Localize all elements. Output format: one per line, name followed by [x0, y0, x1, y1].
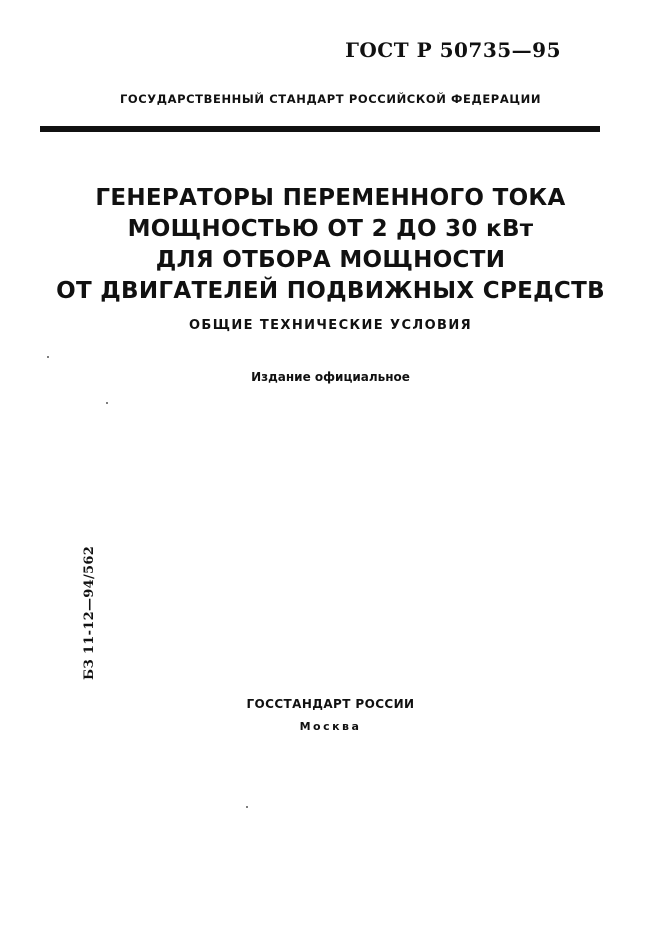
- title-line-1: ГЕНЕРАТОРЫ ПЕРЕМЕННОГО ТОКА: [95, 185, 566, 211]
- title-line-3: ДЛЯ ОТБОРА МОЩНОСТИ: [155, 247, 506, 273]
- publisher-city: Москва: [299, 720, 362, 733]
- standard-code: ГОСТ Р 50735—95: [345, 38, 561, 62]
- title-line-4: ОТ ДВИГАТЕЛЕЙ ПОДВИЖНЫХ СРЕДСТВ: [56, 278, 605, 304]
- issuer-heading: ГОСУДАРСТВЕННЫЙ СТАНДАРТ РОССИЙСКОЙ ФЕДЕРАЦИИ: [119, 92, 542, 106]
- title-line-2: МОЩНОСТЬЮ ОТ 2 ДО 30 кВт: [127, 216, 534, 242]
- publisher-name: ГОССТАНДАРТ РОССИИ: [246, 697, 415, 711]
- document-subtitle: ОБЩИЕ ТЕХНИЧЕСКИЕ УСЛОВИЯ: [188, 318, 473, 333]
- document-title: [0, 183, 661, 307]
- side-catalog-mark: БЗ 11-12—94/562: [82, 545, 97, 680]
- scan-speck: [246, 806, 248, 808]
- scan-speck: [47, 356, 49, 358]
- edition-label: Издание официальное: [251, 370, 410, 384]
- header-rule: [40, 126, 600, 132]
- scan-speck: [106, 402, 108, 404]
